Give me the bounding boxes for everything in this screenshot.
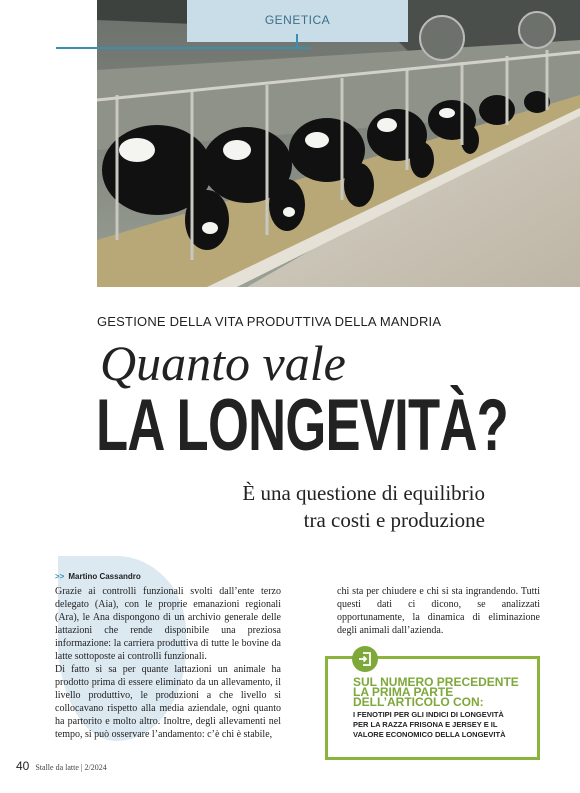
page-footer — [16, 759, 107, 773]
issue-number: | 2/2024 — [80, 763, 107, 772]
article-subtitle — [150, 480, 485, 534]
callout-sub-line: I FENOTIPI PER GLI INDICI DI LONGEVITÀ — [353, 710, 504, 719]
article-title-line1: Quanto vale — [100, 335, 346, 391]
magazine-name: Stalle da latte — [35, 763, 79, 772]
body-paragraph: Grazie ai controlli funzionali svolti dall’ente terzo delegato (Aia), con le proprie emanazioni regionali (Ara), le Ana dispongono di un archivio generale delle lattazioni che rende disponibile una preziosa informazione: la carriera produttiva di tutte le bovine da latte sottoposte ai controlli funzionali. — [55, 586, 281, 662]
subtitle-line2: tra costi e produzione — [303, 508, 485, 532]
section-rule-tick — [296, 34, 298, 48]
byline-arrows: >> — [55, 572, 65, 581]
section-tab-label: GENETICA — [264, 13, 331, 27]
article-kicker: GESTIONE DELLA VITA PRODUTTIVA DELLA MANDRIA — [97, 314, 442, 329]
body-column-1 — [55, 585, 281, 741]
author-name: Martino Cassandro — [68, 572, 141, 581]
body-paragraph: Di fatto si sa per quante lattazioni un animale ha prodotto prima di essere eliminato da un allevamento, il livello produttivo, le produzioni a che livello si collocavano rispetto alla media aziendale, ogni quanto ha partorito e molto altro. Inoltre, degli allevamenti nel tempo, si può osservare l’andamento: c’è chi è stabile, — [55, 664, 281, 740]
article-title-line2: LA LONGEVITÀ? — [96, 385, 509, 466]
arrow-into-box-icon — [352, 646, 378, 672]
callout-heading-line: LA PRIMA PARTE — [353, 685, 454, 699]
page-number: 40 — [16, 759, 30, 773]
barn-photo — [97, 0, 580, 287]
body-paragraph: chi sta per chiudere e chi si sta ingrandendo. Tutti questi dati ci dicono, se analizzati opportunamente, la dinamica di eliminazione degli animali dall’azienda. — [337, 586, 540, 636]
callout-sub-line: PER LA RAZZA FRISONA E JERSEY E IL — [353, 720, 498, 729]
body-column-2 — [337, 585, 540, 637]
section-rule-right — [236, 47, 310, 49]
subtitle-line1: È una questione di equilibrio — [242, 481, 485, 505]
callout-heading-line: DELL’ARTICOLO CON: — [353, 695, 484, 709]
section-rule — [56, 47, 236, 49]
callout-heading-line: SUL NUMERO PRECEDENTE — [353, 675, 519, 689]
callout-sub-line: VALORE ECONOMICO DELLA LONGEVITÀ — [353, 730, 506, 739]
callout-heading — [353, 677, 533, 707]
byline — [55, 572, 141, 581]
callout-subtext — [353, 710, 533, 740]
